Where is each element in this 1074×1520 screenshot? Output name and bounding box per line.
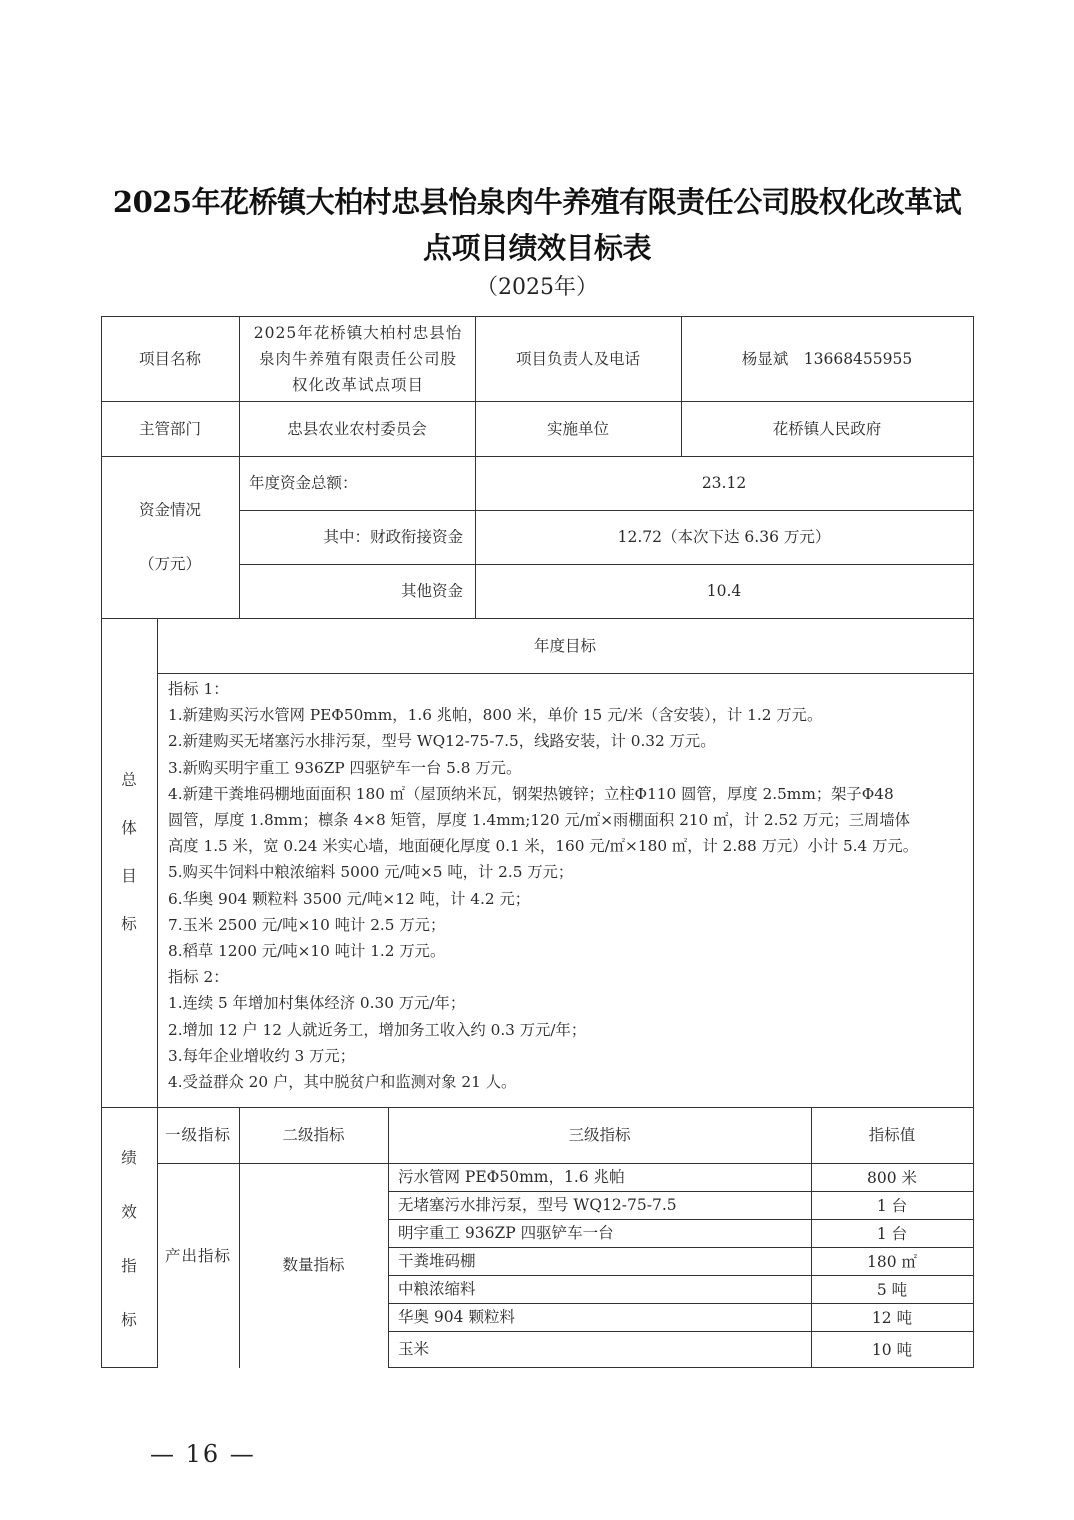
goal-line: 1.连续 5 年增加村集体经济 0.30 万元/年；	[168, 994, 466, 1013]
performance-label-char: 效	[121, 1203, 137, 1221]
indicator-name: 玉米	[398, 1340, 430, 1358]
indicator-value: 800 米	[866, 1169, 917, 1187]
goals-label-char: 标	[121, 915, 137, 933]
indicator-value: 12 吨	[871, 1309, 913, 1327]
goal-line: 指标 1：	[168, 680, 229, 698]
department-value: 忠县农业农村委员会	[287, 419, 427, 438]
goal-line: 4.受益群众 20 户，其中脱贫户和监测对象 21 人。	[168, 1073, 517, 1092]
performance-label-char: 绩	[121, 1149, 137, 1167]
level1-output: 产出指标	[165, 1247, 232, 1265]
indicator-value: 1 台	[876, 1225, 908, 1243]
header-value: 指标值	[868, 1126, 916, 1144]
goal-line: 2.新建购买无堵塞污水排污泵，型号 WQ12-75-7.5，线路安装，计 0.32 万元。	[168, 732, 716, 751]
goals-label-char: 体	[121, 819, 137, 837]
funding-other-label: 其他资金	[400, 582, 463, 600]
indicator-name: 中粮浓缩料	[398, 1280, 476, 1298]
indicator-name: 华奥 904 颗粒料	[398, 1308, 515, 1326]
annual-goal-content	[168, 676, 968, 1095]
goal-line: 7.玉米 2500 元/吨×10 吨计 2.5 万元；	[168, 915, 446, 934]
annual-goal-header: 年度目标	[533, 636, 596, 655]
indicator-name: 污水管网 PEΦ50mm，1.6 兆帕	[398, 1168, 625, 1186]
indicator-value: 10 吨	[871, 1341, 913, 1359]
page-number: — 16 —	[150, 1440, 256, 1468]
performance-label-char: 标	[121, 1311, 137, 1329]
header-level3: 三级指标	[568, 1126, 631, 1144]
header-level1: 一级指标	[165, 1126, 232, 1144]
goal-line: 2.增加 12 户 12 人就近务工，增加务工收入约 0.3 万元/年；	[168, 1020, 587, 1039]
funding-section-label	[101, 456, 239, 618]
grid-line	[157, 673, 973, 674]
goal-line: 4.新建干粪堆码棚地面面积 180 ㎡（屋顶纳米瓦，钢架热镀锌；立柱Φ110 圆管，厚度 2.5mm；架子Φ48	[168, 784, 894, 803]
project-name-value: 2025年花桥镇大柏村忠县怡泉肉牛养殖有限责任公司股权化改革试点项目	[253, 323, 463, 394]
implementing-unit-value: 花桥镇人民政府	[772, 419, 882, 438]
goals-label-char: 目	[121, 867, 137, 885]
goal-line: 3.新购买明宇重工 936ZP 四驱铲车一台 5.8 万元。	[168, 758, 522, 777]
indicator-name: 明宇重工 936ZP 四驱铲车一台	[398, 1224, 614, 1242]
goal-line: 指标 2：	[168, 968, 229, 987]
project-leader-value: 杨显斌 13668455955	[741, 349, 913, 368]
project-name-label: 项目名称	[138, 349, 201, 368]
document-title-line1: 2025年花桥镇大柏村忠县怡泉肉牛养殖有限责任公司股权化改革试	[112, 185, 962, 219]
goal-line: 1.新建购买污水管网 PEΦ50mm，1.6 兆帕，800 米，单价 15 元/米（含安装），计 1.2 万元。	[168, 706, 823, 725]
indicator-value: 5 吨	[876, 1281, 908, 1299]
goal-line: 8.稻草 1200 元/吨×10 吨计 1.2 万元。	[168, 942, 446, 961]
indicator-value: 180 ㎡	[866, 1253, 917, 1271]
goals-label-char: 总	[121, 771, 137, 789]
goal-line: 6.华奥 904 颗粒料 3500 元/吨×12 吨，计 4.2 元；	[168, 889, 531, 908]
document-title-line2: 点项目绩效目标表	[422, 231, 651, 265]
grid-line	[101, 1367, 157, 1368]
header-level2: 二级指标	[282, 1126, 345, 1144]
indicator-name: 干粪堆码棚	[398, 1252, 476, 1270]
funding-other-value: 10.4	[706, 582, 742, 600]
performance-label-char: 指	[121, 1257, 137, 1275]
funding-total-value: 23.12	[701, 474, 747, 492]
goal-line: 高度 1.5 米，宽 0.24 米实心墙，地面硬化厚度 0.1 米，160 元/㎡×180 ㎡，计 2.88 万元）小计 5.4 万元。	[168, 837, 919, 856]
grid-line	[157, 618, 158, 1368]
implementing-unit-label: 实施单位	[546, 419, 609, 438]
goals-section-label	[101, 768, 157, 934]
document-subtitle: （2025年）	[476, 275, 598, 300]
goal-line: 5.购买牛饲料中粮浓缩料 5000 元/吨×5 吨，计 2.5 万元；	[168, 863, 574, 882]
level2-quantity: 数量指标	[282, 1256, 345, 1274]
department-label: 主管部门	[138, 419, 201, 438]
performance-section-label	[101, 1146, 157, 1330]
funding-total-label: 年度资金总额：	[249, 474, 358, 492]
project-leader-label: 项目负责人及电话	[515, 349, 640, 368]
funding-label-line1: 资金情况	[138, 501, 201, 519]
indicator-name: 无堵塞污水排污泵，型号 WQ12-75-7.5	[398, 1196, 677, 1214]
goal-line: 圆管，厚度 1.8mm；檩条 4×8 矩管，厚度 1.4mm;120 元/㎡×雨棚面积 210 ㎡，计 2.52 万元；三周墙体	[168, 811, 910, 830]
funding-label-line2: （万元）	[138, 555, 201, 573]
indicator-value: 1 台	[876, 1197, 908, 1215]
goal-line: 3.每年企业增收约 3 万元；	[168, 1046, 356, 1065]
grid-line	[973, 316, 974, 1368]
funding-fiscal-value: 12.72（本次下达 6.36 万元）	[617, 528, 831, 546]
funding-fiscal-label: 其中：财政衔接资金	[323, 528, 463, 546]
